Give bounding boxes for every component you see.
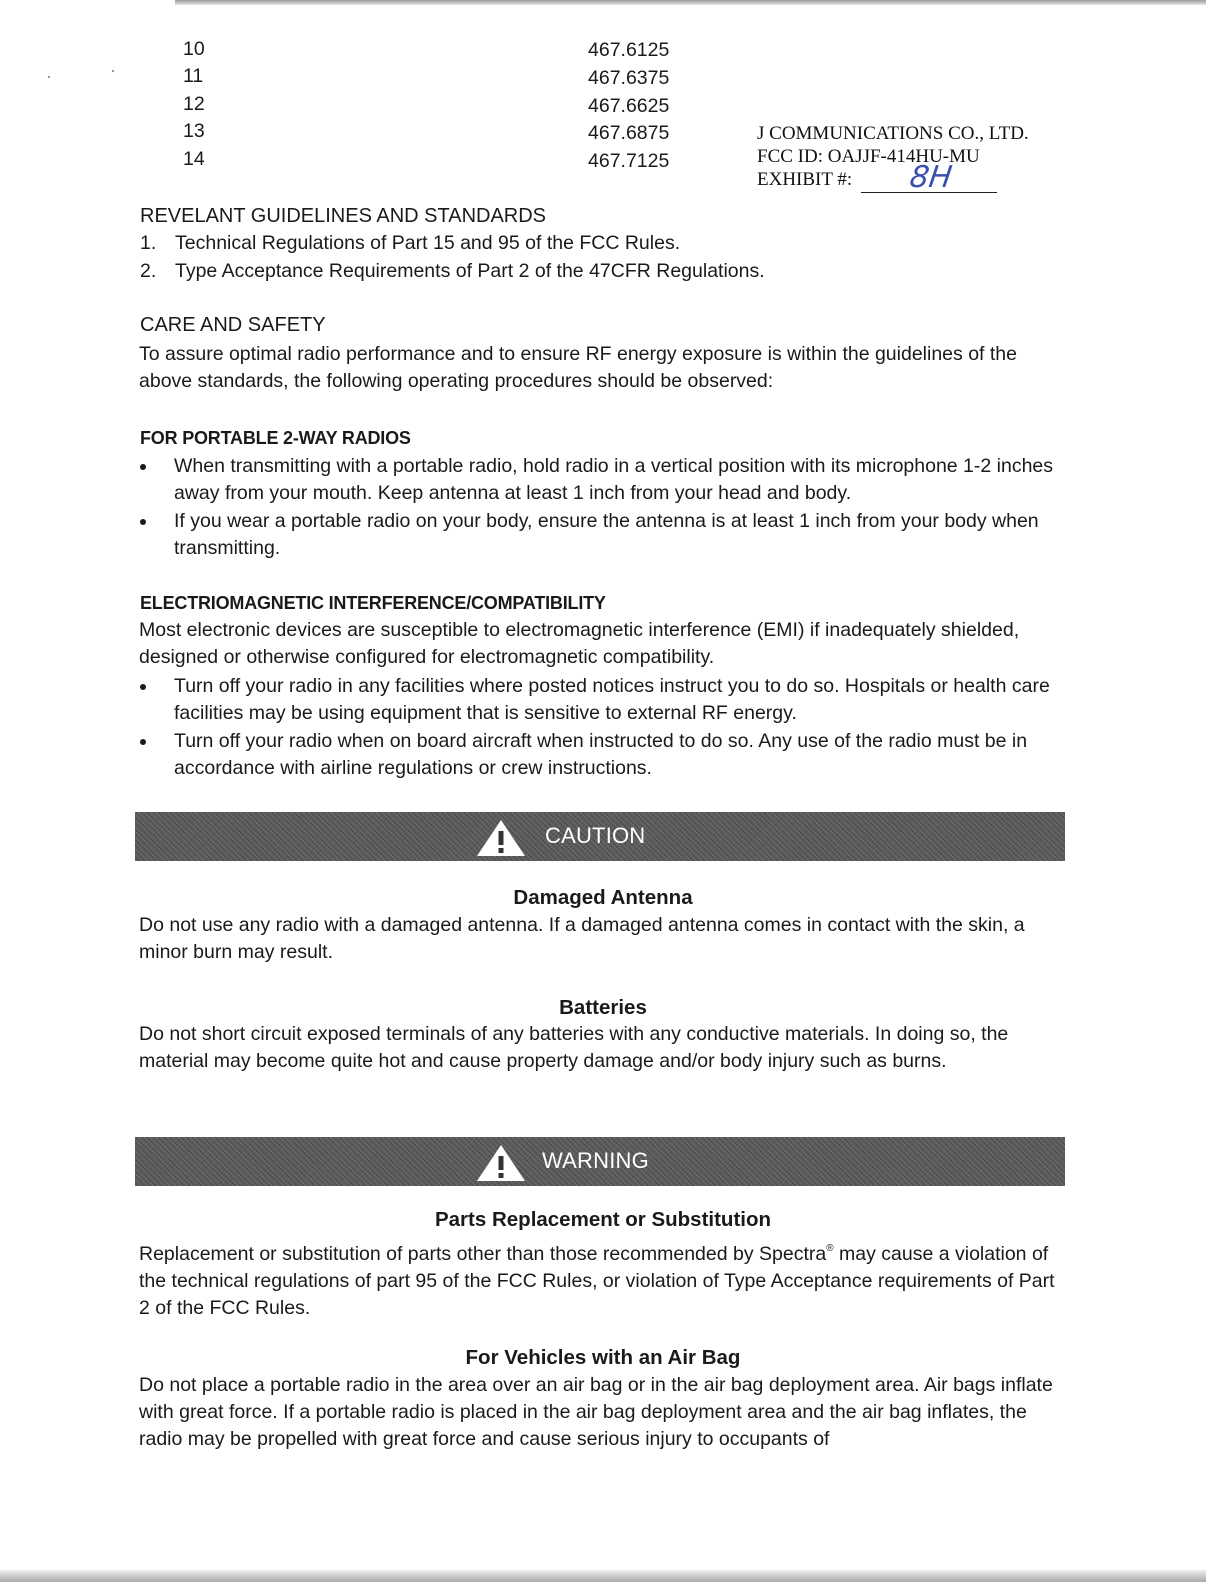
- guideline-item: [140, 260, 765, 283]
- bullet-icon: [140, 464, 146, 470]
- scan-edge-top: [175, 0, 1206, 5]
- stamp-fcc-id: FCC ID: OAJJF-414HU-MU: [757, 146, 980, 167]
- bullet-text: Turn off your radio in any facilities where posted notices instruct you to do so. Hospitals or health care facilities may be using equipment that is sensitive to external RF energy.: [174, 675, 1050, 724]
- guideline-number: 1.: [140, 232, 157, 254]
- section-paragraph: Do not short circuit exposed terminals of any batteries with any conductive materials. In doing so, the material may become quite hot and cause property damage and/or body injury such as burns.: [139, 1023, 1009, 1072]
- list-item: [140, 673, 1060, 727]
- list-item: [140, 728, 1060, 782]
- section-title: For Vehicles with an Air Bag: [465, 1346, 741, 1369]
- warning-triangle-icon: [475, 818, 527, 858]
- bullet-icon: [140, 739, 146, 745]
- guidelines-heading: REVELANT GUIDELINES AND STANDARDS: [140, 205, 547, 227]
- section-title: Batteries: [559, 996, 647, 1019]
- channel-number: 12: [183, 93, 205, 115]
- list-item: [140, 453, 1060, 507]
- emi-paragraph: Most electronic devices are susceptible to electromagnetic interference (EMI) if inadequately shielded, designed or otherwise configured for electromagnetic compatibility.: [139, 619, 1020, 668]
- section-title: Parts Replacement or Substitution: [434, 1208, 772, 1231]
- scan-speck: [112, 70, 114, 72]
- bullet-icon: [140, 519, 146, 525]
- registered-mark: ®: [826, 1243, 834, 1254]
- guideline-text: Type Acceptance Requirements of Part 2 of the 47CFR Regulations.: [175, 260, 765, 282]
- section-paragraph: Do not place a portable radio in the area over an air bag or in the air bag deployment area. Air bags inflate with great force. If a portable radio is placed in the air bag deployment area and the air bag inflates, the radio may be propelled with great force and cause serious injury to occupants of: [139, 1374, 1053, 1450]
- section-paragraph: Do not use any radio with a damaged antenna. If a damaged antenna comes in contact with the skin, a minor burn may result.: [139, 914, 1025, 963]
- emi-heading: ELECTRIOMAGNETIC INTERFERENCE/COMPATIBILITY: [140, 593, 606, 613]
- list-item: [140, 508, 1060, 562]
- bullet-text: If you wear a portable radio on your body, ensure the antenna is at least 1 inch from your body when transmitting.: [174, 510, 1039, 559]
- channel-number: 13: [183, 120, 205, 142]
- guideline-item: [140, 232, 680, 255]
- warning-triangle-icon: [475, 1143, 527, 1183]
- channel-number: 10: [183, 38, 205, 60]
- section-title: Damaged Antenna: [513, 886, 693, 909]
- warning-banner: [135, 1137, 1065, 1186]
- caution-banner: [135, 812, 1065, 861]
- bullet-icon: [140, 684, 146, 690]
- scan-speck: [48, 76, 50, 78]
- channel-frequency: 467.6375: [588, 67, 670, 89]
- parts-text-after: may cause a violation of the technical regulations of part 95 of the FCC Rules, or violation of Type Acceptance requirements of Part 2 of the FCC Rules.: [139, 1243, 1055, 1319]
- exhibit-handwritten-value: 8H: [907, 160, 955, 195]
- warning-label: WARNING: [542, 1148, 649, 1173]
- channel-frequency: 467.6625: [588, 95, 670, 117]
- channel-frequency: 467.7125: [588, 150, 670, 172]
- bullet-text: Turn off your radio when on board aircraft when instructed to do so. Any use of the radio must be in accordance with airline regulations or crew instructions.: [174, 730, 1028, 779]
- bullet-text: When transmitting with a portable radio, hold radio in a vertical position with its microphone 1-2 inches away from your mouth. Keep antenna at least 1 inch from your head and body.: [174, 455, 1054, 504]
- channel-frequency: 467.6125: [588, 39, 670, 61]
- caution-label: CAUTION: [545, 823, 646, 848]
- care-heading: CARE AND SAFETY: [140, 314, 326, 336]
- parts-text-before: Replacement or substitution of parts other than those recommended by Spectra: [139, 1243, 827, 1265]
- care-paragraph: To assure optimal radio performance and to ensure RF energy exposure is within the guidelines of the above standards, the following operating procedures should be observed:: [139, 343, 1017, 392]
- guideline-text: Technical Regulations of Part 15 and 95 of the FCC Rules.: [175, 232, 681, 254]
- section-paragraph: [139, 1235, 1069, 1322]
- guideline-number: 2.: [140, 260, 157, 282]
- channel-number: 14: [183, 148, 205, 170]
- channel-number: 11: [183, 65, 204, 87]
- portable-heading: FOR PORTABLE 2-WAY RADIOS: [140, 428, 411, 448]
- scan-edge-bottom: [0, 1570, 1206, 1582]
- stamp-company: J COMMUNICATIONS CO., LTD.: [757, 123, 1029, 144]
- stamp-exhibit-label: EXHIBIT #:: [757, 169, 853, 190]
- channel-frequency: 467.6875: [588, 122, 670, 144]
